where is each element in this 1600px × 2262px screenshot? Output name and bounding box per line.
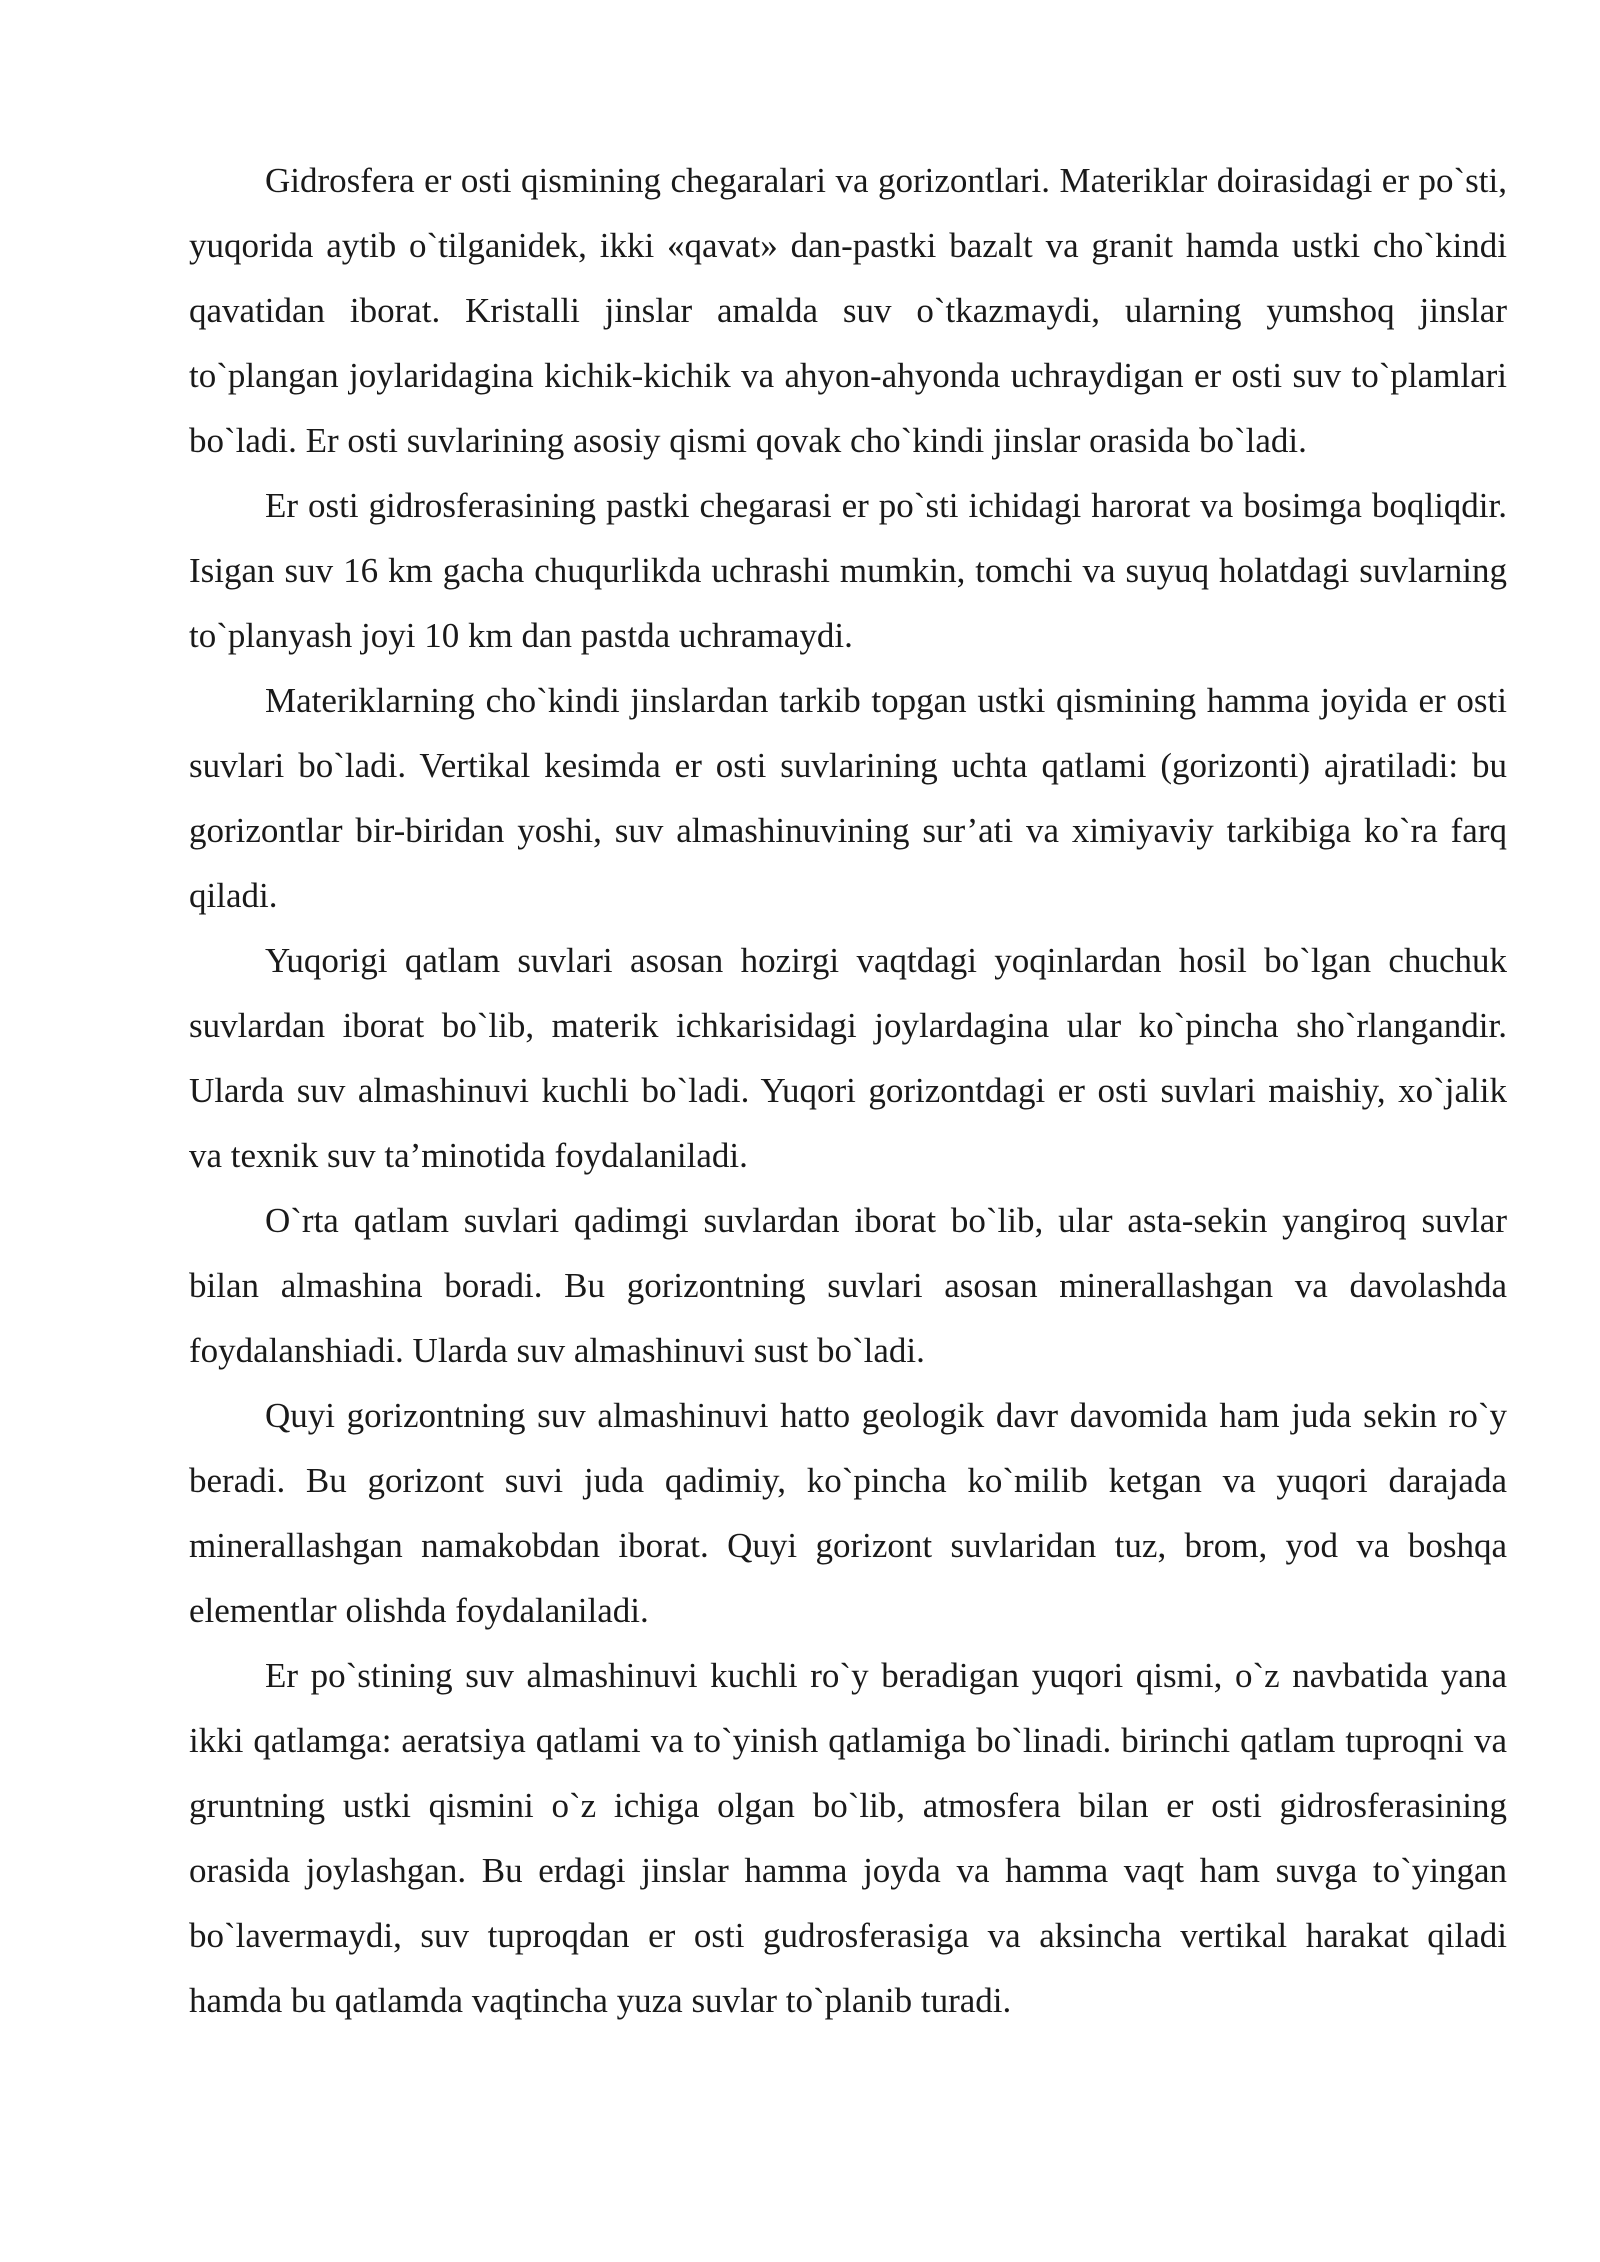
paragraph: Er po`stining suv almashinuvi kuchli ro`y beradigan yuqori qismi, o`z navbatida yana ikki qatlamga: aeratsiya qatlami va to`yinish qatlamiga bo`linadi. birinchi qatlam tuproqni va gruntning ustki qismini o`z ichiga olgan bo`lib, atmosfera bilan er osti gidrosferasining orasida joylashgan. Bu erdagi jinslar hamma joyda va hamma vaqt ham suvga to`yingan bo`lavermaydi, suv tuproqdan er osti gudrosferasiga va aksincha vertikal harakat qiladi hamda bu qatlamda vaqtincha yuza suvlar to`planib turadi. <box>189 1656 1507 2020</box>
paragraph: O`rta qatlam suvlari qadimgi suvlardan iborat bo`lib, ular asta-sekin yangiroq suvlar bilan almashina boradi. Bu gorizontning suvlari asosan minerallashgan va davolashda foydalanshiadi. Ularda suv almashinuvi sust bo`ladi. <box>189 1201 1507 1370</box>
paragraph: Materiklarning cho`kindi jinslardan tarkib topgan ustki qismining hamma joyida er osti suvlari bo`ladi. Vertikal kesimda er osti suvlarining uchta qatlami (gorizonti) ajratiladi: bu gorizontlar bir-biridan yoshi, suv almashinuvining sur’ati va ximiyaviy tarkibiga ko`ra farq qiladi. <box>189 681 1507 915</box>
paragraph: Yuqorigi qatlam suvlari asosan hozirgi vaqtdagi yoqinlardan hosil bo`lgan chuchuk suvlardan iborat bo`lib, materik ichkarisidagi joylardagina ular ko`pincha sho`rlangandir. Ularda suv almashinuvi kuchli bo`ladi. Yuqori gorizontdagi er osti suvlari maishiy, xo`jalik va texnik suv ta’minotida foydalaniladi. <box>189 941 1507 1175</box>
body-text <box>189 148 1507 2033</box>
paragraph: Quyi gorizontning suv almashinuvi hatto geologik davr davomida ham juda sekin ro`y beradi. Bu gorizont suvi juda qadimiy, ko`pincha ko`milib ketgan va yuqori darajada minerallashgan namakobdan iborat. Quyi gorizont suvlaridan tuz, brom, yod va boshqa elementlar olishda foydalaniladi. <box>189 1396 1507 1630</box>
paragraph: Gidrosfera er osti qismining chegaralari va gorizontlari. Materiklar doirasidagi er po`sti, yuqorida aytib o`tilganidek, ikki «qavat» dan-pastki bazalt va granit hamda ustki cho`kindi qavatidan iborat. Kristalli jinslar amalda suv o`tkazmaydi, ularning yumshoq jinslar to`plangan joylaridagina kichik-kichik va ahyon-ahyonda uchraydigan er osti suv to`plamlari bo`ladi. Er osti suvlarining asosiy qismi qovak cho`kindi jinslar orasida bo`ladi. <box>189 161 1507 460</box>
paragraph: Er osti gidrosferasining pastki chegarasi er po`sti ichidagi harorat va bosimga boqliqdir. Isigan suv 16 km gacha chuqurlikda uchrashi mumkin, tomchi va suyuq holatdagi suvlarning to`planyash joyi 10 km dan pastda uchramaydi. <box>189 486 1507 655</box>
